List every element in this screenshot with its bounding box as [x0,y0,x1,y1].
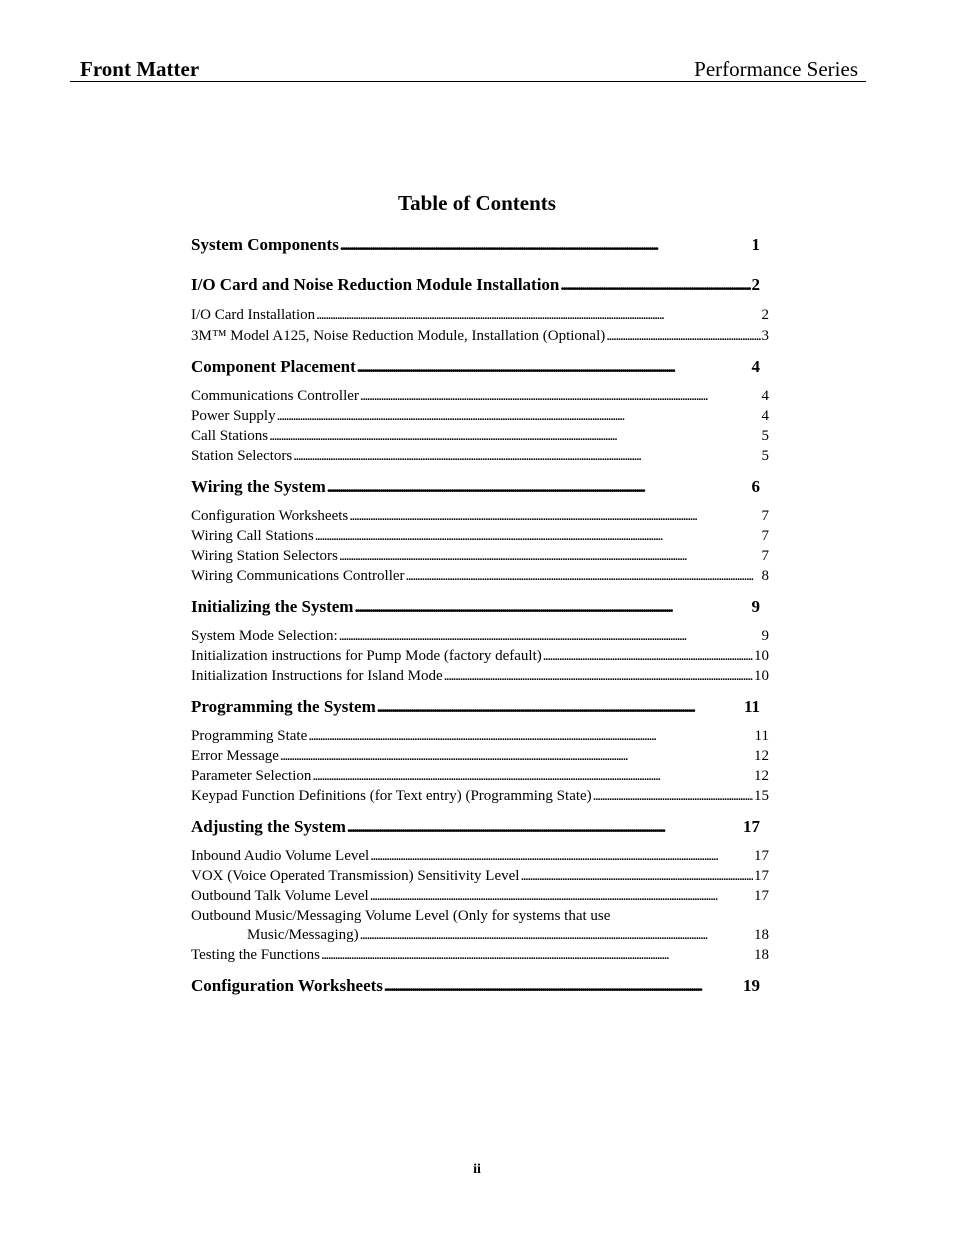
toc-entry-label: Music/Messaging) [247,927,359,943]
toc-entry-label: Parameter Selection [191,768,312,784]
toc-subsection-entry[interactable] [191,887,769,905]
toc-dot-leader [327,477,751,497]
toc-entry-label: 3M™ Model A125, Noise Reduction Module, Installation (Optional) [191,328,606,344]
toc-subsection-entry[interactable] [191,507,769,525]
toc-dot-leader [360,926,753,944]
toc-dot-leader [520,867,753,885]
toc-page-number: 7 [761,528,769,544]
toc-entry-label: Wiring Call Stations [191,528,314,544]
toc-subsection-entry[interactable] [191,667,769,685]
toc-page-number: 17 [754,868,769,884]
toc-page-number: 10 [754,648,769,664]
toc-entry-label[interactable]: Outbound Music/Messaging Volume Level (Only for systems that use [191,908,611,924]
toc-page-number: 17 [754,888,769,904]
toc-page-number: 7 [761,548,769,564]
toc-section-entry[interactable] [191,976,760,996]
toc-dot-leader [277,407,761,425]
toc-entry-label: Communications Controller [191,388,359,404]
toc-dot-leader [543,647,753,665]
toc-entry-label: I/O Card and Noise Reduction Module Installation [191,275,560,294]
toc-dot-leader [312,767,753,785]
toc-dot-leader [316,306,760,324]
toc-page-number: 5 [761,448,769,464]
toc-subsection-entry[interactable] [191,407,769,425]
toc-entry-label: Programming the System [191,697,376,716]
toc-page-number: 9 [761,628,769,644]
toc-entry-label: VOX (Voice Operated Transmission) Sensitivity Level [191,868,520,884]
toc-page-number: 6 [751,477,760,496]
toc-dot-leader [269,427,760,445]
toc-subsection-entry[interactable] [247,926,769,944]
toc-title: Table of Contents [398,191,556,215]
toc-entry-label: Wiring Communications Controller [191,568,405,584]
toc-subsection-entry[interactable] [191,627,769,645]
toc-dot-leader [339,547,761,565]
toc-subsection-entry[interactable] [191,847,769,865]
toc-page-number: 4 [751,357,760,376]
toc-page-number: 18 [754,927,769,943]
toc-dot-leader [340,235,751,255]
toc-subsection-entry[interactable] [191,327,769,345]
toc-dot-leader [360,387,761,405]
toc-subsection-entry[interactable] [191,787,769,805]
toc-page-number: 11 [743,697,760,716]
toc-entry-label: Initialization instructions for Pump Mode (factory default) [191,648,542,664]
toc-section-entry[interactable] [191,235,760,255]
toc-section-entry[interactable] [191,697,760,717]
toc-page-number: 17 [754,848,769,864]
toc-subsection-entry[interactable] [191,387,769,405]
toc-page-number: 8 [761,568,769,584]
toc-section-entry[interactable] [191,275,760,295]
toc-entry-label: Inbound Audio Volume Level [191,848,370,864]
toc-entry-label: Power Supply [191,408,276,424]
toc-dot-leader [339,627,761,645]
toc-dot-leader [349,507,760,525]
page-number: ii [473,1162,481,1177]
toc-section-entry[interactable] [191,817,760,837]
toc-entry-label: Station Selectors [191,448,293,464]
toc-section-entry[interactable] [191,357,760,377]
toc-dot-leader [370,887,753,905]
toc-page-number: 19 [743,976,760,995]
toc-dot-leader [560,275,750,295]
toc-entry-label: Adjusting the System [191,817,346,836]
toc-entry-label: Testing the Functions [191,947,320,963]
toc-entry-label: Component Placement [191,357,356,376]
toc-subsection-entry[interactable] [191,306,769,324]
toc-subsection-entry[interactable] [191,727,769,745]
toc-subsection-entry[interactable] [191,647,769,665]
toc-dot-leader [280,747,753,765]
toc-entry-label: Wiring the System [191,477,326,496]
toc-dot-leader [347,817,742,837]
toc-entry-label: Configuration Worksheets [191,976,383,995]
toc-page-number: 5 [761,428,769,444]
header-section-title: Front Matter [80,57,200,81]
toc-entry-label: Wiring Station Selectors [191,548,338,564]
toc-dot-leader [406,567,761,585]
toc-page-number: 18 [754,947,769,963]
toc-page-number: 17 [743,817,760,836]
toc-entry-label: Configuration Worksheets [191,508,349,524]
toc-dot-leader [321,946,753,964]
toc-dot-leader [293,447,760,465]
toc-dot-leader [593,787,753,805]
header-series-title: Performance Series [694,57,858,81]
toc-subsection-entry[interactable] [191,946,769,964]
toc-page-number: 3 [761,328,769,344]
toc-subsection-entry[interactable] [191,427,769,445]
toc-subsection-entry[interactable] [191,767,769,785]
toc-page-number: 7 [761,508,769,524]
toc-entry-label: Initialization Instructions for Island Mode [191,668,443,684]
header-rule [70,81,866,82]
toc-subsection-entry[interactable] [191,527,769,545]
toc-entry-label: System Mode Selection: [191,628,338,644]
toc-page-number: 11 [754,728,769,744]
toc-dot-leader [357,357,751,377]
toc-page-number: 4 [761,408,769,424]
toc-page-number: 9 [751,597,760,616]
toc-dot-leader [606,327,760,345]
toc-page-number: 12 [754,748,769,764]
toc-dot-leader [308,727,753,745]
toc-entry-label: Error Message [191,748,279,764]
toc-subsection-entry[interactable] [191,747,769,765]
toc-subsection-entry[interactable] [191,867,769,885]
toc-entry-label: Call Stations [191,428,269,444]
toc-dot-leader [377,697,743,717]
toc-entry-label: Programming State [191,728,308,744]
toc-entry-label: System Components [191,235,339,254]
toc-dot-leader [315,527,761,545]
toc-entry-label: Keypad Function Definitions (for Text entry) (Programming State) [191,788,592,804]
toc-page-number: 15 [754,788,769,804]
toc-page-number: 1 [751,235,760,254]
toc-dot-leader [384,976,742,996]
toc-entry-label: I/O Card Installation [191,307,316,323]
toc-page-number: 10 [754,668,769,684]
toc-subsection-entry[interactable] [191,567,769,585]
toc-page-number: 2 [761,307,769,323]
toc-section-entry[interactable] [191,597,760,617]
toc-dot-leader [370,847,753,865]
toc-subsection-entry[interactable] [191,447,769,465]
toc-page-number: 2 [751,275,760,294]
toc-page-number: 12 [754,768,769,784]
toc-section-entry[interactable] [191,477,760,497]
toc-subsection-entry[interactable] [191,547,769,565]
toc-entry-label: Outbound Talk Volume Level [191,888,369,904]
toc-page-number: 4 [761,388,769,404]
toc-entry-label: Initializing the System [191,597,354,616]
toc-dot-leader [444,667,753,685]
toc-dot-leader [354,597,750,617]
